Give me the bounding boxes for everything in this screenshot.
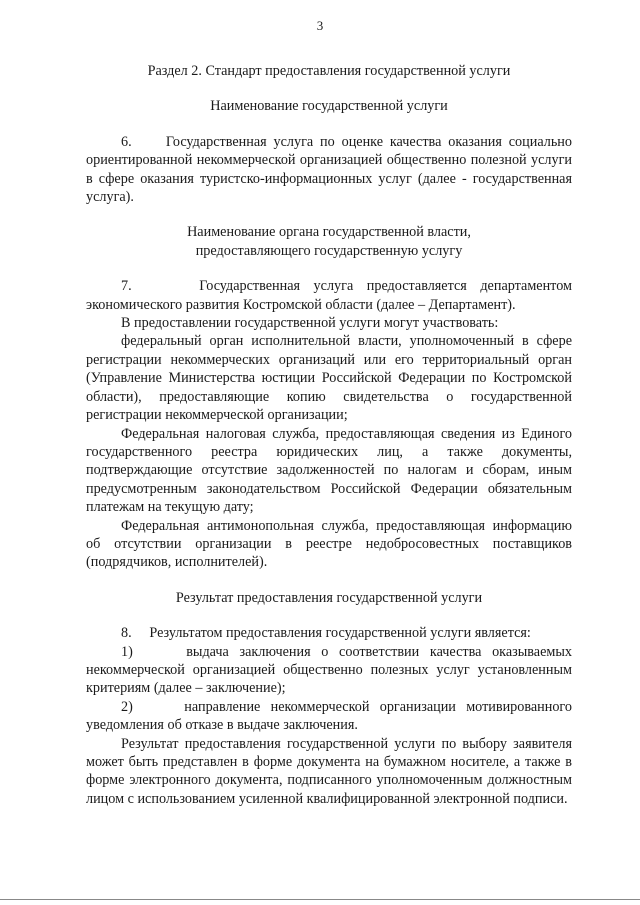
list-item: 2) направление некоммерческой организации мотивированного уведомления об отказе в выдаче заключения. [86,698,572,734]
document-body [86,62,572,808]
paragraph: 8. Результатом предоставления государственной услуги является: [121,625,531,642]
subsection-heading-line2: предоставляющего государственную услугу [195,242,463,259]
section-title: Раздел 2. Стандарт предоставления государственной услуги [147,63,511,79]
paragraph: 7. Государственная услуга предоставляется департаментом экономического развития Костромской области (далее – Департамент). [86,278,572,313]
paragraph: Федеральная налоговая служба, предоставляющая сведения из Единого государственного реестра юридических лиц, а также документы, подтверждающие отсутствие задолженностей по налогам и сборам, иным предусмотренным законодательством Российской Федерации обязательным платежам на текущую дату; [86,425,572,516]
paragraph: Результат предоставления государственной услуги по выбору заявителя может быть представлен в форме документа на бумажном носителе, а также в форме электронного документа, подписанного уполномоченным должностным лицом с использованием усиленной квалифицированной электронной подписи. [86,735,572,807]
subsection-heading: Наименование государственной услуги [210,98,448,115]
subsection-heading: Результат предоставления государственной услуги [175,589,483,606]
bottom-scan-edge [0,899,640,900]
page-number: 3 [316,18,324,33]
paragraph: В предоставлении государственной услуги могут участвовать: [121,315,499,332]
paragraph: федеральный орган исполнительной власти, уполномоченный в сфере регистрации некоммерческих организаций или его территориальный орган (Управление Министерства юстиции Российской Федерации по Костромской области), предоставляющие копию свидетельства о государственной регистрации некоммерческой организации; [86,333,572,424]
list-item: 1) выдача заключения о соответствии качества оказываемых некоммерческой организацией общественно полезных услуг установленным критериям (далее – заключение); [86,643,572,697]
subsection-heading: Наименование органа государственной власти, [187,224,471,241]
paragraph: Федеральная антимонопольная служба, предоставляющая информацию об отсутствии организации в реестре недобросовестных поставщиков (подрядчиков, исполнителей). [86,517,572,571]
paragraph: 6. Государственная услуга по оценке качества оказания социально ориентированной некоммерческой организацией общественно полезной услуги в сфере оказания туристско-информационных услуг (далее - государственная услуга). [86,133,572,206]
